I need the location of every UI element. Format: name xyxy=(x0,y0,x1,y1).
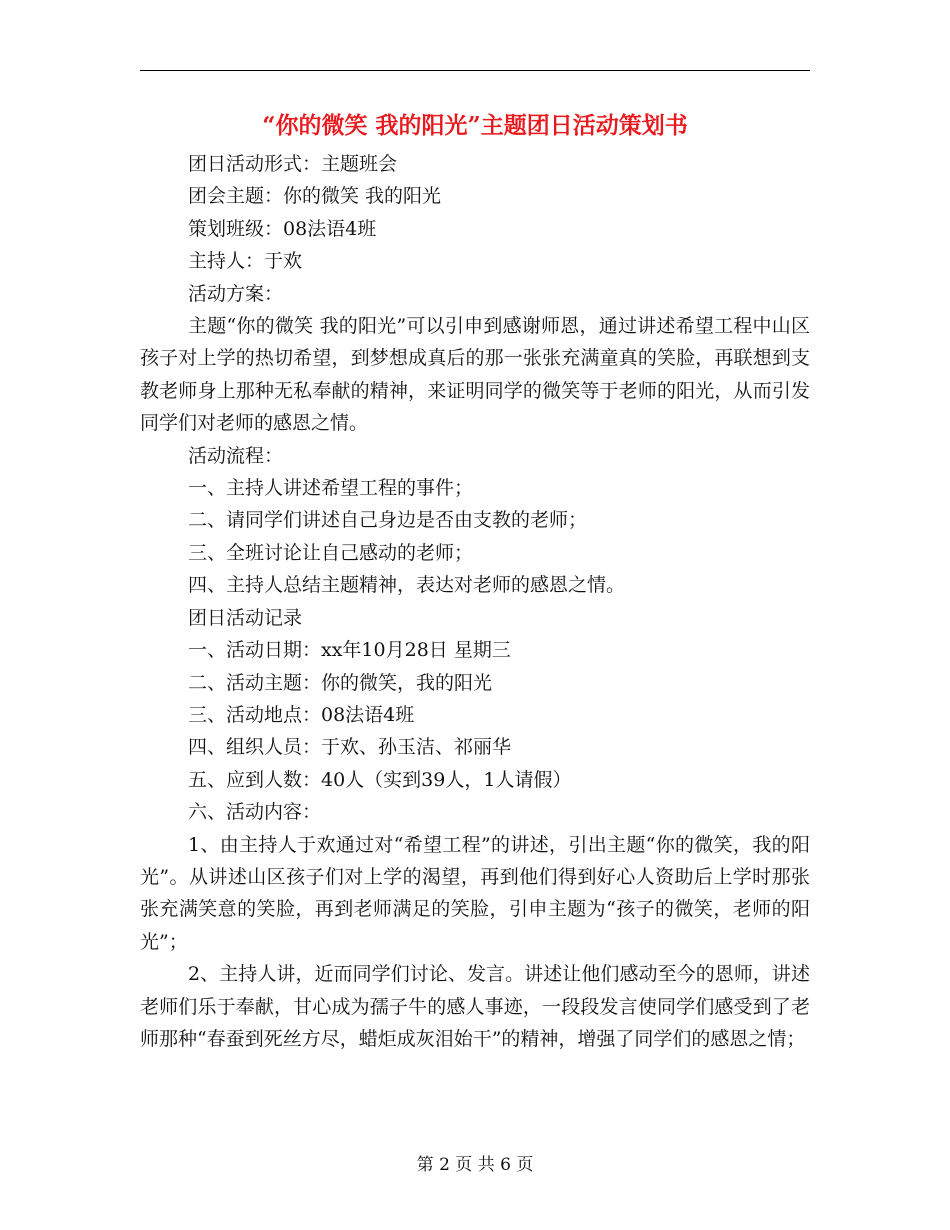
record-item: 二、活动主题：你的微笑，我的阳光 xyxy=(188,671,493,694)
document-body xyxy=(140,148,810,1055)
document-title: “你的微笑 我的阳光”主题团日活动策划书 xyxy=(262,112,688,139)
activity-plan-heading: 活动方案： xyxy=(188,282,284,305)
flow-item: 四、主持人总结主题精神，表达对老师的感恩之情。 xyxy=(188,574,626,597)
plan-paragraph: 主题“你的微笑 我的阳光”可以引申到感谢师恩，通过讲述希望工程中山区孩子对上学的热切希望，到梦想成真后的那一张张充满童真的笑脸，再联想到支教老师身上那种无私奉献的精神，来证明同学的微笑等于老师的阳光，从而引发同学们对老师的感恩之情。 xyxy=(140,315,810,435)
activity-form-line: 团日活动形式：主题班会 xyxy=(188,153,398,175)
record-item: 六、活动内容： xyxy=(188,801,322,824)
planning-class-line: 策划班级：08法语4班 xyxy=(188,217,377,240)
content-paragraph: 1、由主持人于欢通过对“希望工程”的讲述，引出主题“你的微笑，我的阳光”。从讲述山区孩子们对上学的渴望，再到他们得到好心人资助后上学时那张张充满笑意的笑脸，再到老师满足的笑脸，引申主题为“孩子的微笑，老师的阳光”； xyxy=(140,833,810,953)
record-item: 四、组织人员：于欢、孙玉洁、祁丽华 xyxy=(188,736,512,759)
page-footer: 第 2 页 共 6 页 xyxy=(416,1155,534,1175)
record-item: 三、活动地点：08法语4班 xyxy=(188,703,415,726)
record-heading: 团日活动记录 xyxy=(188,606,303,629)
content-paragraph: 2、主持人讲，近而同学们讨论、发言。讲述让他们感动至今的恩师，讲述老师们乐于奉献，甘心成为孺子牛的感人事迹，一段段发言使同学们感受到了老师那种“春蚕到死丝方尽，蜡炬成灰泪始干”的精神，增强了同学们的感恩之情； xyxy=(140,963,810,1050)
meeting-theme-line: 团会主题：你的微笑 我的阳光 xyxy=(188,185,442,208)
record-item: 五、应到人数：40人（实到39人，1人请假） xyxy=(188,768,572,791)
flow-item: 一、主持人讲述希望工程的事件； xyxy=(188,477,474,500)
host-line: 主持人：于欢 xyxy=(188,250,303,273)
flow-item: 三、全班讨论让自己感动的老师； xyxy=(188,541,474,564)
record-item: 一、活动日期：xx年10月28日 星期三 xyxy=(188,639,511,662)
top-rule xyxy=(140,70,810,71)
flow-item: 二、请同学们讲述自己身边是否由支教的老师； xyxy=(188,509,588,532)
flow-heading: 活动流程： xyxy=(188,444,284,467)
